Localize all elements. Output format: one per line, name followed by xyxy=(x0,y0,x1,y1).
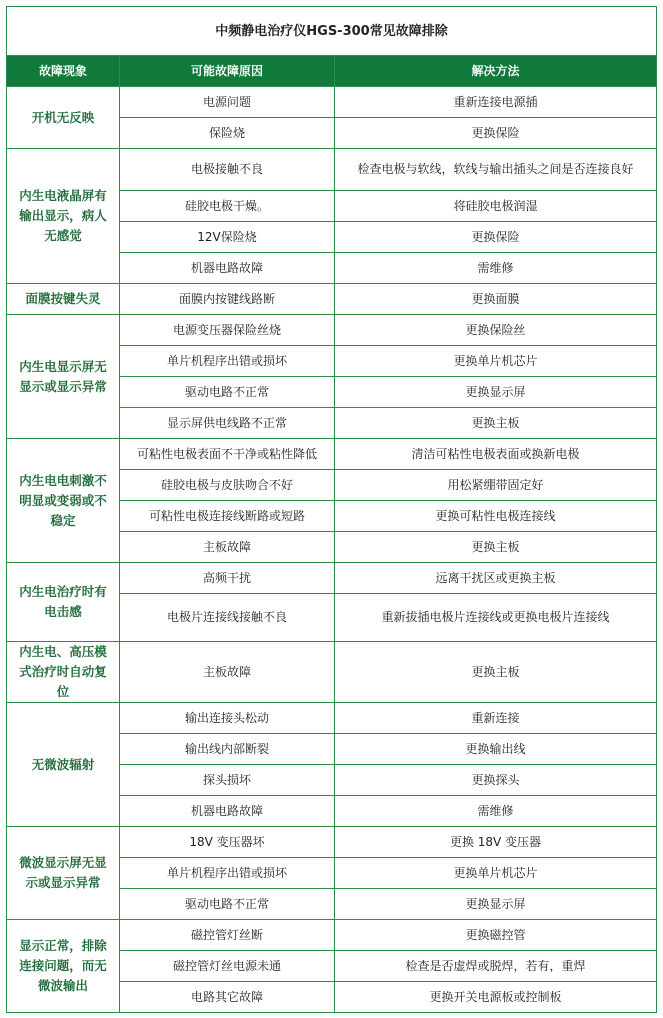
solution-cell: 远离干扰区或更换主板 xyxy=(335,563,657,594)
solution-cell: 更换主板 xyxy=(335,532,657,563)
table-row xyxy=(7,87,657,118)
table-row xyxy=(7,703,657,734)
solution-cell: 更换保险丝 xyxy=(335,315,657,346)
solution-cell: 更换可粘性电极连接线 xyxy=(335,501,657,532)
solution-cell: 更换面膜 xyxy=(335,284,657,315)
troubleshooting-table xyxy=(6,6,657,1013)
table-row xyxy=(7,315,657,346)
cause-cell: 显示屏供电线路不正常 xyxy=(120,408,335,439)
table-title: 中频静电治疗仪HGS-300常见故障排除 xyxy=(7,7,657,56)
cause-cell: 可粘性电极表面不干净或粘性降低 xyxy=(120,439,335,470)
solution-cell: 更换主板 xyxy=(335,408,657,439)
solution-cell: 将硅胶电极润湿 xyxy=(335,191,657,222)
solution-cell: 重新连接电源插 xyxy=(335,87,657,118)
solution-cell: 需维修 xyxy=(335,253,657,284)
table-row xyxy=(7,920,657,951)
table-row xyxy=(7,284,657,315)
cause-cell: 驱动电路不正常 xyxy=(120,889,335,920)
table-row xyxy=(7,642,657,703)
symptom-cell: 无微波辐射 xyxy=(7,703,120,827)
solution-cell: 更换磁控管 xyxy=(335,920,657,951)
symptom-cell: 内生电治疗时有电击感 xyxy=(7,563,120,642)
troubleshooting-table-wrapper xyxy=(6,6,656,1013)
cause-cell: 磁控管灯丝断 xyxy=(120,920,335,951)
cause-cell: 电源变压器保险丝烧 xyxy=(120,315,335,346)
solution-cell: 更换保险 xyxy=(335,222,657,253)
cause-cell: 电源问题 xyxy=(120,87,335,118)
solution-cell: 更换保险 xyxy=(335,118,657,149)
solution-cell: 需维修 xyxy=(335,796,657,827)
cause-cell: 输出线内部断裂 xyxy=(120,734,335,765)
symptom-cell: 微波显示屏无显示或显示异常 xyxy=(7,827,120,920)
symptom-cell: 面膜按键失灵 xyxy=(7,284,120,315)
symptom-cell: 显示正常，排除连接问题，而无微波输出 xyxy=(7,920,120,1013)
cause-cell: 面膜内按键线路断 xyxy=(120,284,335,315)
cause-cell: 电路其它故障 xyxy=(120,982,335,1013)
table-row xyxy=(7,149,657,191)
cause-cell: 18V 变压器坏 xyxy=(120,827,335,858)
solution-cell: 更换单片机芯片 xyxy=(335,346,657,377)
header-cause: 可能故障原因 xyxy=(120,56,335,87)
symptom-cell: 内生电电刺激不明显或变弱或不稳定 xyxy=(7,439,120,563)
solution-cell: 更换主板 xyxy=(335,642,657,703)
header-solution: 解决方法 xyxy=(335,56,657,87)
cause-cell: 硅胶电极干燥。 xyxy=(120,191,335,222)
table-row xyxy=(7,827,657,858)
cause-cell: 电极片连接线接触不良 xyxy=(120,594,335,642)
symptom-cell: 内生电液晶屏有输出显示，病人无感觉 xyxy=(7,149,120,284)
solution-cell: 更换显示屏 xyxy=(335,889,657,920)
cause-cell: 12V保险烧 xyxy=(120,222,335,253)
symptom-cell: 内生电显示屏无显示或显示异常 xyxy=(7,315,120,439)
cause-cell: 保险烧 xyxy=(120,118,335,149)
solution-cell: 重新连接 xyxy=(335,703,657,734)
header-symptom: 故障现象 xyxy=(7,56,120,87)
cause-cell: 单片机程序出错或损坏 xyxy=(120,858,335,889)
solution-cell: 清洁可粘性电极表面或换新电极 xyxy=(335,439,657,470)
cause-cell: 电极接触不良 xyxy=(120,149,335,191)
solution-cell: 用松紧绷带固定好 xyxy=(335,470,657,501)
cause-cell: 主板故障 xyxy=(120,532,335,563)
solution-cell: 重新拔插电极片连接线或更换电极片连接线 xyxy=(335,594,657,642)
solution-cell: 更换单片机芯片 xyxy=(335,858,657,889)
cause-cell: 可粘性电极连接线断路或短路 xyxy=(120,501,335,532)
solution-cell: 更换 18V 变压器 xyxy=(335,827,657,858)
cause-cell: 单片机程序出错或损坏 xyxy=(120,346,335,377)
cause-cell: 机器电路故障 xyxy=(120,796,335,827)
cause-cell: 主板故障 xyxy=(120,642,335,703)
cause-cell: 硅胶电极与皮肤吻合不好 xyxy=(120,470,335,501)
cause-cell: 驱动电路不正常 xyxy=(120,377,335,408)
solution-cell: 更换探头 xyxy=(335,765,657,796)
solution-cell: 更换显示屏 xyxy=(335,377,657,408)
symptom-cell: 内生电、高压模式治疗时自动复位 xyxy=(7,642,120,703)
cause-cell: 机器电路故障 xyxy=(120,253,335,284)
cause-cell: 输出连接头松动 xyxy=(120,703,335,734)
symptom-cell: 开机无反映 xyxy=(7,87,120,149)
solution-cell: 更换输出线 xyxy=(335,734,657,765)
table-row xyxy=(7,439,657,470)
table-row xyxy=(7,563,657,594)
cause-cell: 探头损坏 xyxy=(120,765,335,796)
solution-cell: 更换开关电源板或控制板 xyxy=(335,982,657,1013)
cause-cell: 磁控管灯丝电源未通 xyxy=(120,951,335,982)
cause-cell: 高频干扰 xyxy=(120,563,335,594)
solution-cell: 检查电极与软线，软线与输出插头之间是否连接良好 xyxy=(335,149,657,191)
solution-cell: 检查是否虚焊或脱焊，若有，重焊 xyxy=(335,951,657,982)
